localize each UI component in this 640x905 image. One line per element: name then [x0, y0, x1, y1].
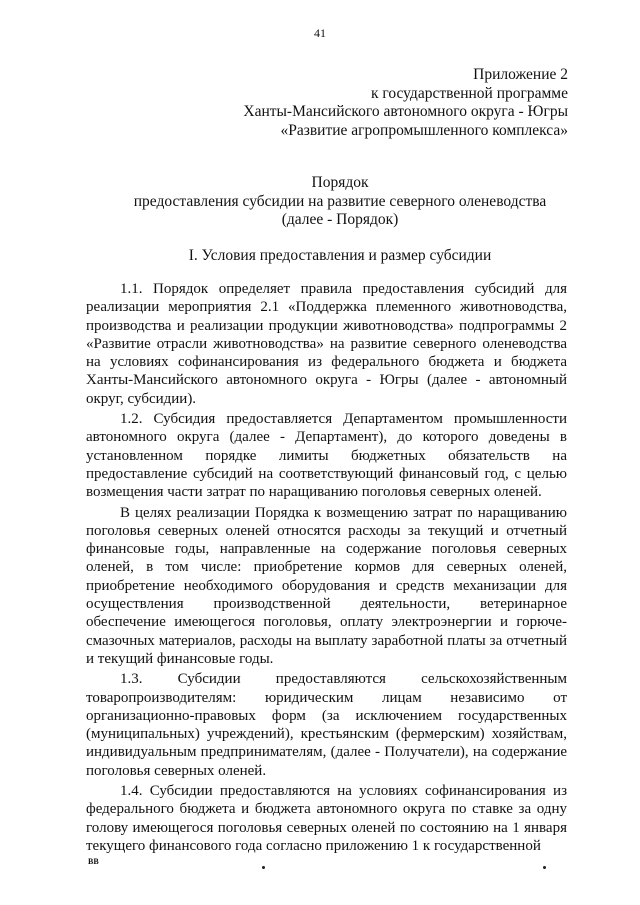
footer-mark: ВВ: [88, 857, 99, 866]
appendix-line-2: к государственной программе: [370, 84, 568, 102]
paragraph-1-3: 1.3. Субсидии предоставляются сельскохозяйственным товаропроизводителям: юридическим лицам независимо от организационно-правовых форм (за исключением государственных (муниципальных) учреждений), крестьянским (фермерским) хозяйствам, индивидуальным предпринимателям, (далее - Получатели), на содержание поголовья северных оленей.: [86, 671, 567, 779]
document-title: [60, 174, 620, 230]
title-line-2: предоставления субсидии на развитие северного оленеводства: [133, 192, 547, 210]
paragraph-1-2: 1.2. Субсидия предоставляется Департаментом промышленности автономного округа (далее - Департамент), до которого доведены в установленном порядке лимиты бюджетных обязательств на предоставление субсидий на соответствующий финансовый год, с целью возмещения части затрат по наращиванию поголовья северных оленей.: [86, 411, 567, 501]
paragraph-1-2-cont: В целях реализации Порядка к возмещению затрат по наращиванию поголовья северных оленей относятся расходы за текущий и отчетный финансовые годы, направленные на содержание поголовья северных оленей, в том числе: приобретение кормов для северных оленей, приобретение необходимого оборудования и средств механизации для осуществления производственной деятельности, ветеринарное обеспечение имеющегося поголовья, оплату электроэнергии и горюче-смазочных материалов, расходы на выплату заработной платы за отчетный и текущий финансовые годы.: [86, 504, 567, 667]
appendix-line-1: Приложение 2: [473, 66, 568, 83]
paragraph-1-4: 1.4. Субсидии предоставляются на условиях софинансирования из федерального бюджета и бюджета автономного округа по ставке за одну голову имеющегося поголовья северных оленей по состоянию на 1 января текущего финансового года согласно приложению 1 к государственной: [86, 783, 567, 854]
title-line-3: (далее - Порядок): [281, 211, 399, 228]
scan-speck: [543, 866, 546, 869]
paragraph-1-1: 1.1. Порядок определяет правила предоставления субсидий для реализации мероприятия 2.1 «Поддержка племенного животноводства, производства и реализации продукции животноводства» подпрограммы 2 «Развитие отрасли животноводства» на развитие северного оленеводства на условиях софинансирования из федерального бюджета и бюджета Ханты-Мансийского автономного округа - Югры (далее - автономный округ, субсидии).: [86, 281, 567, 407]
appendix-line-3: Ханты-Мансийского автономного округа - Югры: [243, 103, 568, 120]
section-heading: I. Условия предоставления и размер субсидии: [188, 247, 492, 264]
document-body: [86, 280, 567, 857]
appendix-line-4: «Развитие агропромышленного комплекса»: [280, 121, 568, 139]
scan-speck: [262, 866, 265, 869]
page-number: 41: [314, 26, 326, 40]
title-line-1: Порядок: [311, 174, 369, 191]
appendix-header: [243, 66, 568, 140]
